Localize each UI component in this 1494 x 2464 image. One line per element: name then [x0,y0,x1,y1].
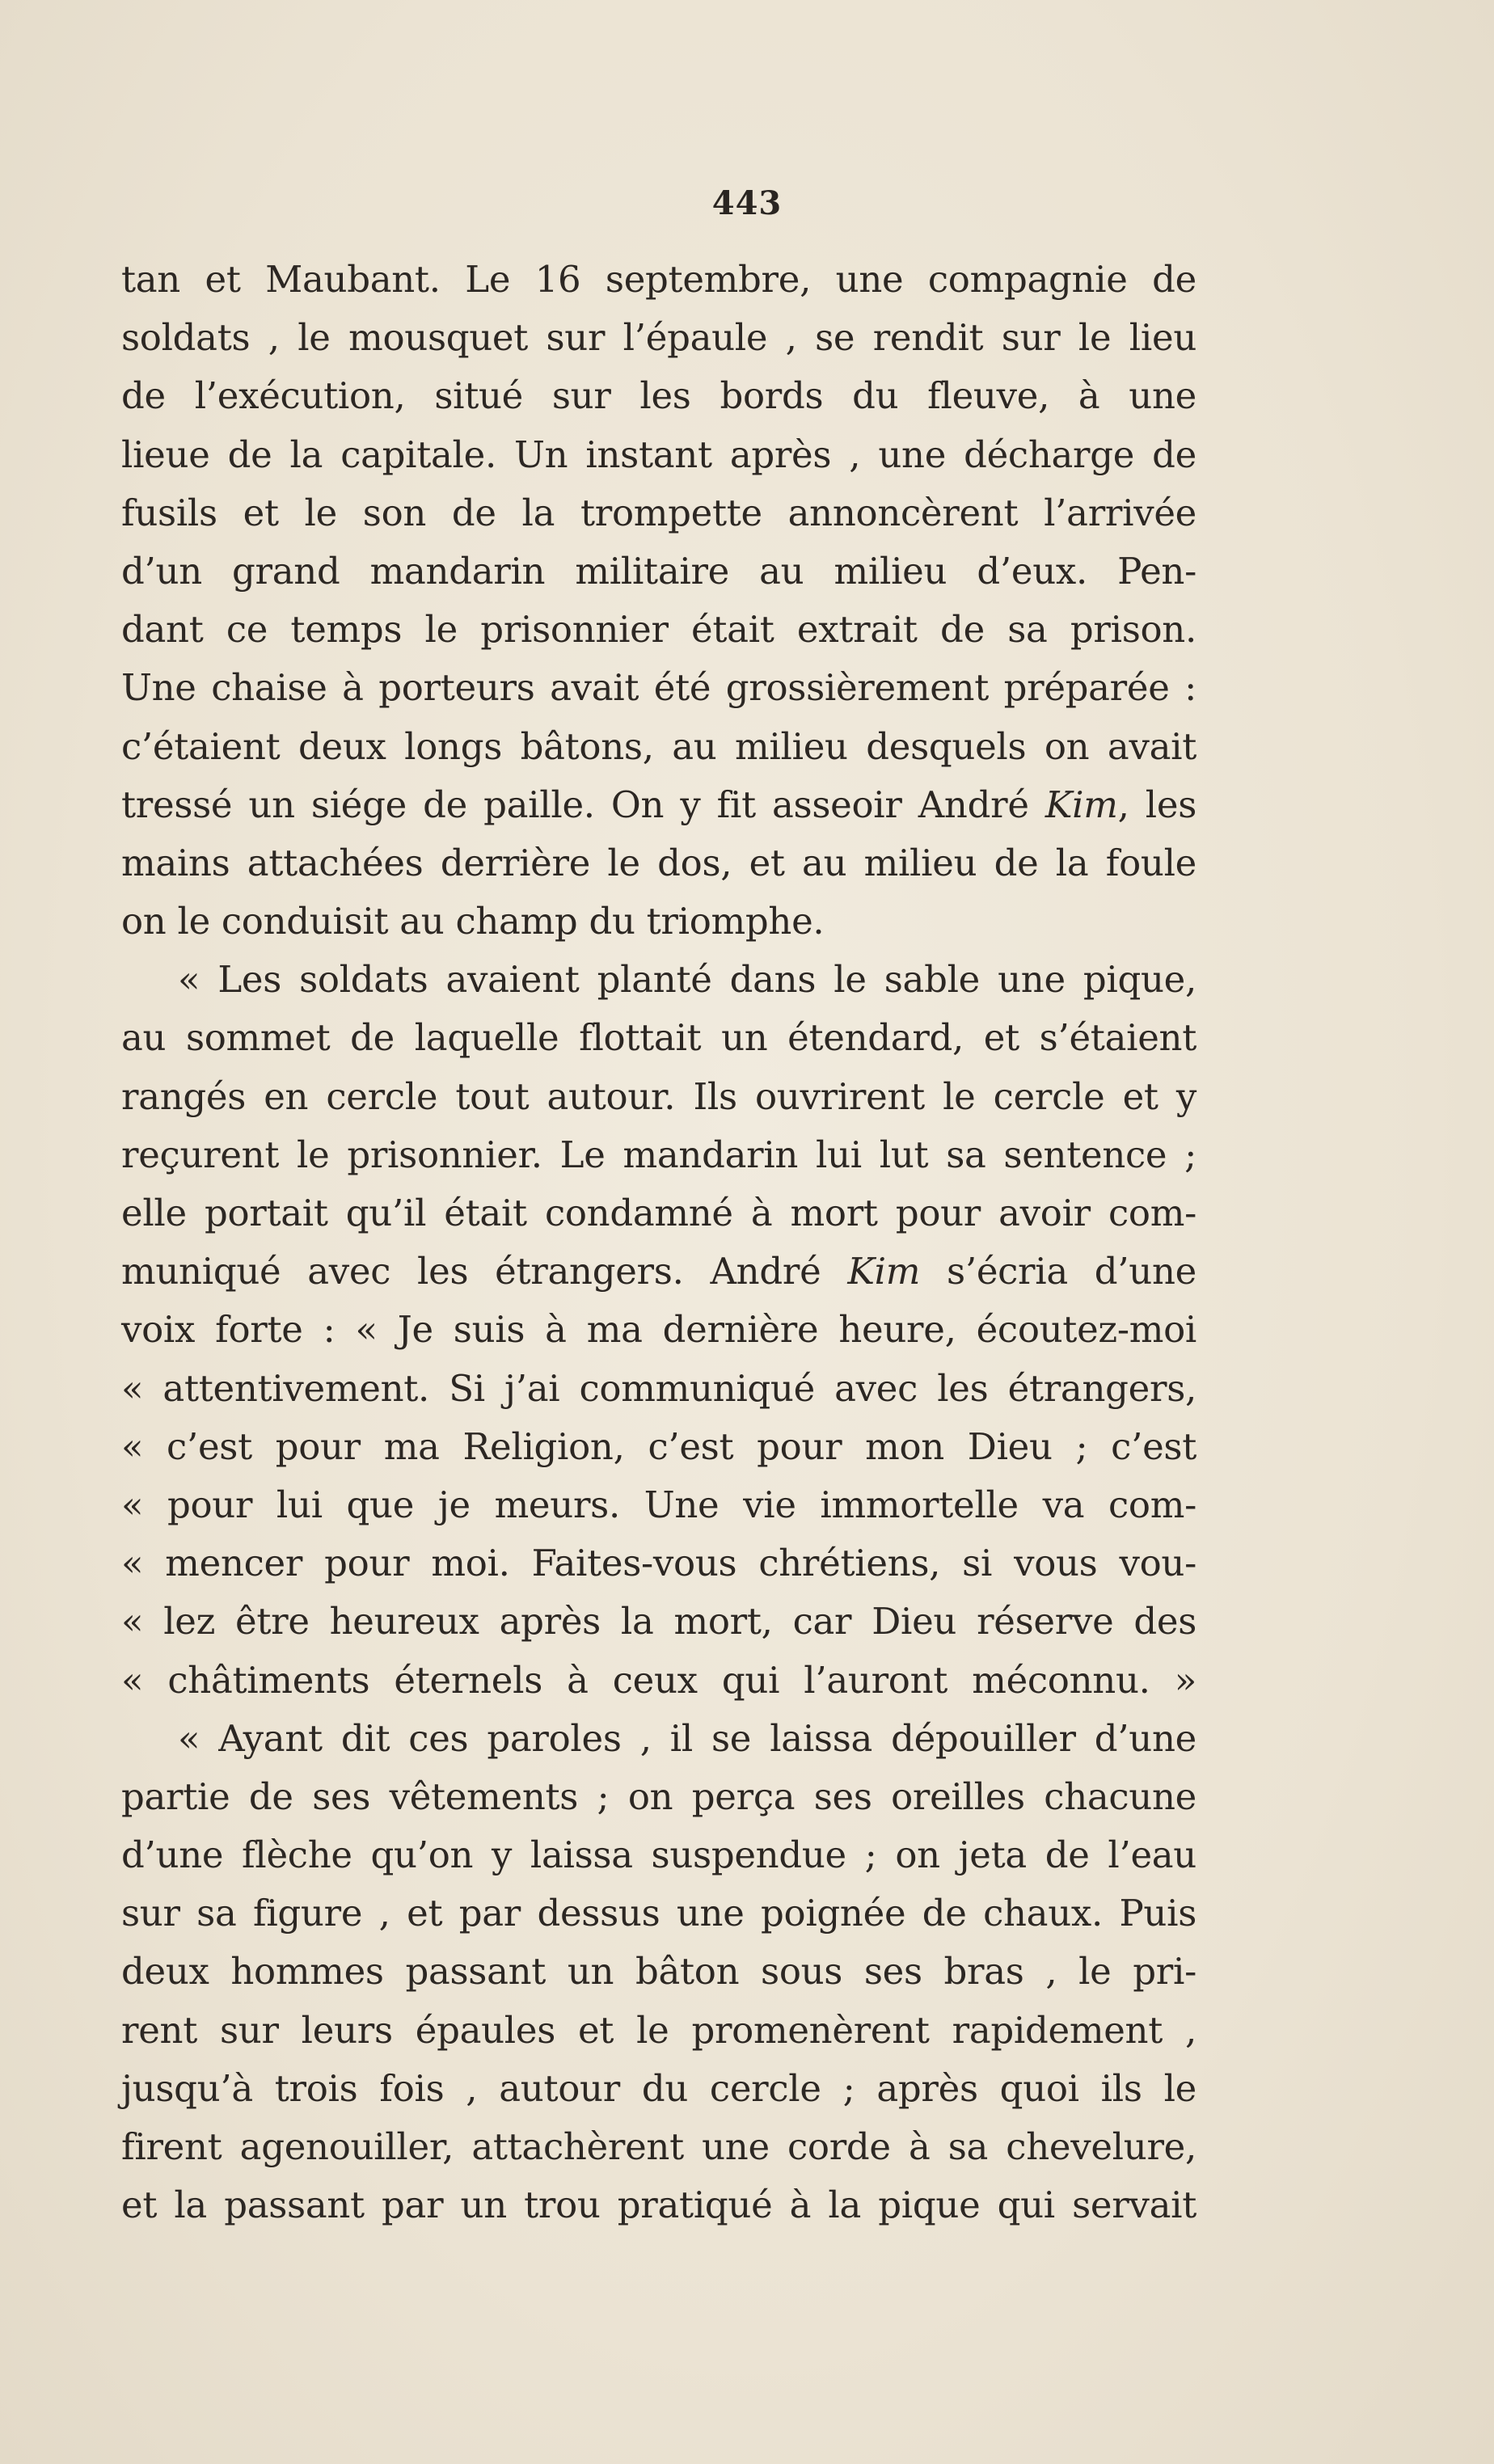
text-line: partie de ses vêtements ; on perça ses oreilles chacune [121,1774,1196,1818]
text-line: deux hommes passant un bâton sous ses bras , le pri- [121,1950,1196,1994]
text-line: firent agenouiller, attachèrent une corde à sa chevelure, [121,2125,1196,2168]
text-line: reçurent le prisonnier. Le mandarin lui lut sa sentence ; [121,1133,1196,1176]
text-line: Une chaise à porteurs avait été grossièrement préparée : [121,666,1196,710]
body-text [121,251,1196,2234]
text-line: fusils et le son de la trompette annoncèrent l’arrivée [121,491,1196,534]
text-line: « mencer pour moi. Faites-vous chrétiens, si vous vou- [121,1542,1196,1585]
text-line: jusqu’à trois fois , autour du cercle ; après quoi ils le [121,2066,1196,2110]
text-line: au sommet de laquelle flottait un étendard, et s’étaient [121,1016,1196,1060]
text-line: mains attachées derrière le dos, et au milieu de la foule [121,841,1196,884]
text-line: d’un grand mandarin militaire au milieu d’eux. Pen- [121,549,1196,593]
text-line: « pour lui que je meurs. Une vie immortelle va com- [121,1483,1196,1526]
text-line: rent sur leurs épaules et le promenèrent rapidement , [121,2008,1196,2052]
text-line: rangés en cercle tout autour. Ils ouvrirent le cercle et y [121,1074,1196,1118]
text-line: c’étaient deux longs bâtons, au milieu desquels on avait [121,724,1196,768]
text-line: tan et Maubant. Le 16 septembre, une compagnie de [121,258,1196,301]
text-line [121,1243,1196,1301]
text-line: « Les soldats avaient planté dans le sable une pique, [178,958,1196,1002]
text-line: voix forte : « Je suis à ma dernière heure, écoutez-moi [121,1308,1196,1352]
line-text: tressé un siége de paille. On y fit asseoir André [121,783,1045,826]
text-line: « châtiments éternels à ceux qui l’auront méconnu. » [121,1658,1196,1702]
italic-name: Kim [1045,783,1118,826]
text-line: « lez être heureux après la mort, car Dieu réserve des [121,1600,1196,1643]
line-text: s’écria d’une [920,1250,1197,1293]
text-line: elle portait qu’il était condamné à mort pour avoir com- [121,1192,1196,1234]
text-line: d’une flèche qu’on y laissa suspendue ; on jeta de l’eau [121,1833,1196,1877]
page-number: 443 [711,184,783,222]
line-text: muniqué avec les étrangers. André [121,1250,848,1293]
text-line: soldats , le mousquet sur l’épaule , se rendit sur le lieu [121,316,1196,360]
text-line [121,776,1196,834]
text-line: « c’est pour ma Religion, c’est pour mon Dieu ; c’est [121,1424,1196,1468]
text-line: et la passant par un trou pratiqué à la pique qui servait [121,2183,1196,2227]
text-line: on le conduisit au champ du triomphe. [121,900,825,943]
line-text: , les [1117,783,1196,826]
text-line: dant ce temps le prisonnier était extrait de sa prison. [121,608,1196,652]
text-line: sur sa figure , et par dessus une poignée de chaux. Puis [121,1892,1196,1935]
text-line: « attentivement. Si j’ai communiqué avec les étrangers, [121,1366,1196,1410]
text-line: de l’exécution, situé sur les bords du fleuve, à une [121,374,1196,418]
text-line: « Ayant dit ces paroles , il se laissa dépouiller d’une [178,1716,1196,1760]
italic-name: Kim [847,1250,921,1293]
text-line: lieue de la capitale. Un instant après , une décharge de [121,432,1196,476]
